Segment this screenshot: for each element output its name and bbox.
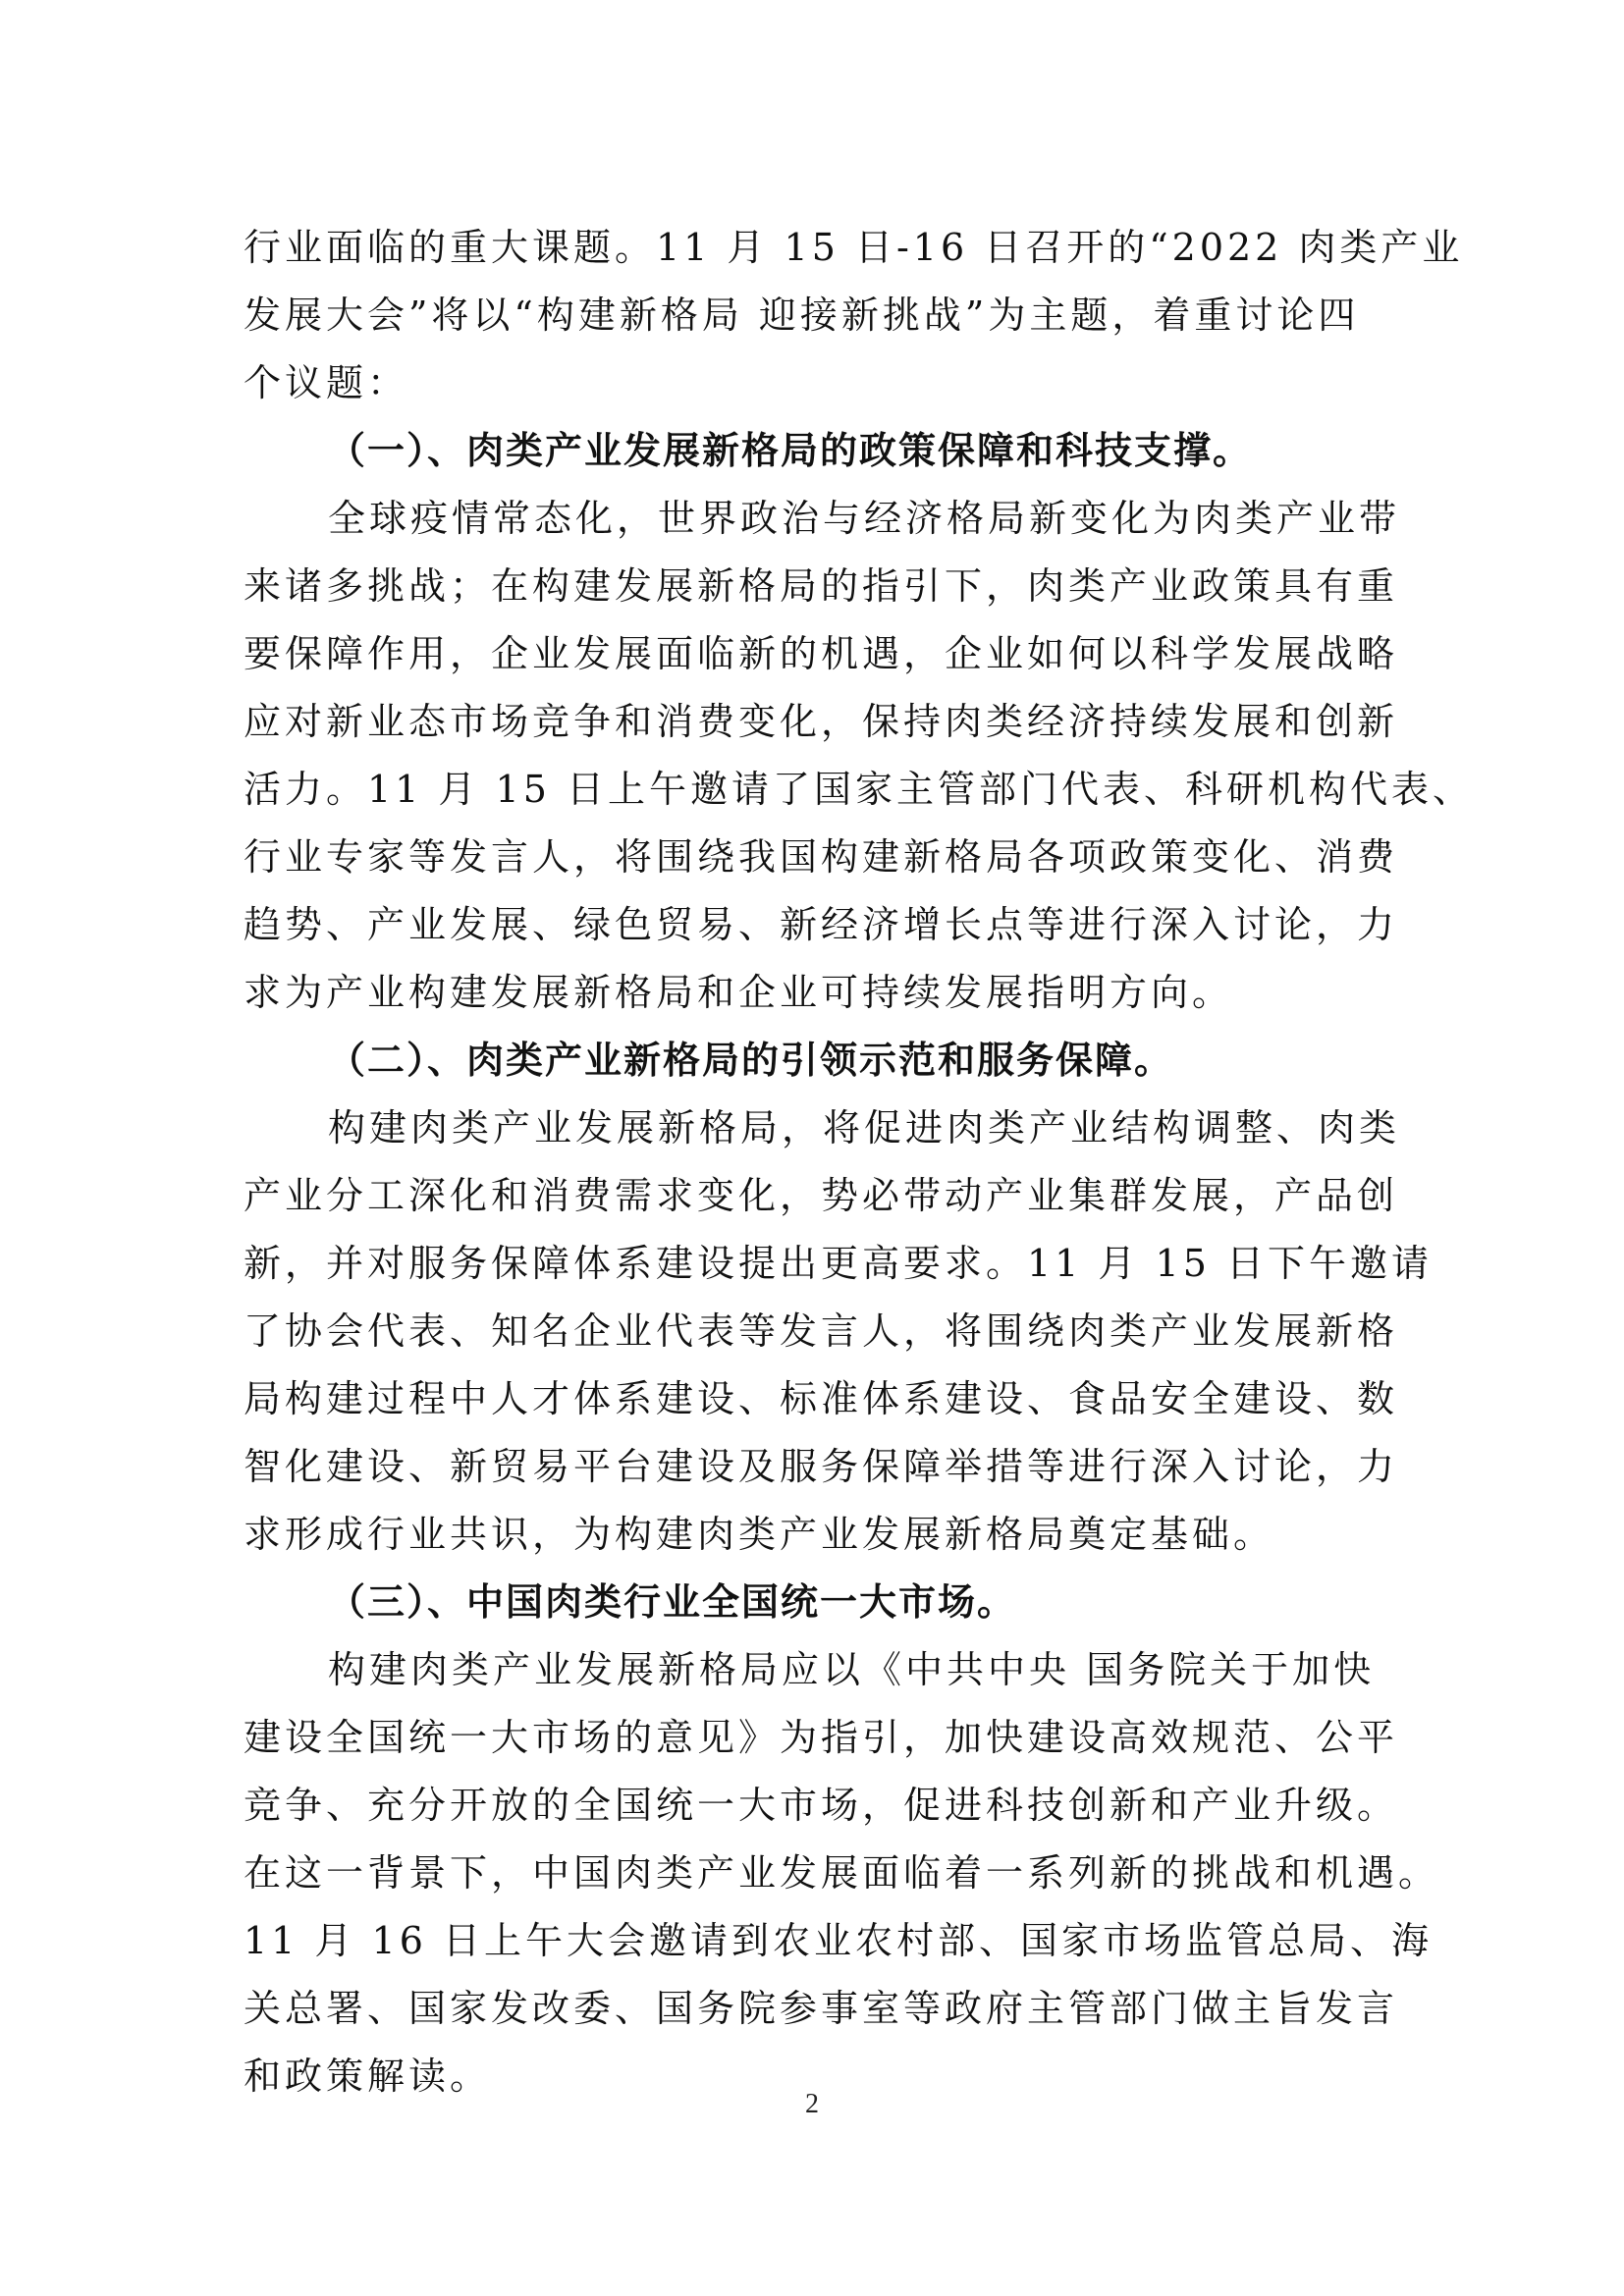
text-line: 行业面临的重大课题。11 月 15 日-16 日召开的“2022 肉类产业 <box>244 226 1464 269</box>
text-line: 和政策解读。 <box>244 2055 492 2098</box>
text-line: 了协会代表、知名企业代表等发言人，将围绕肉类产业发展新格 <box>244 1309 1399 1353</box>
text-line: 来诸多挑战；在构建发展新格局的指引下，肉类产业政策具有重 <box>244 564 1399 608</box>
text-line: 11 月 16 日上午大会邀请到农业农村部、国家市场监管总局、海 <box>244 1919 1433 1962</box>
section-heading-3: （三）、中国肉类行业全国统一大市场。 <box>328 1580 1017 1624</box>
text-line: 关总署、国家发改委、国务院参事室等政府主管部门做主旨发言 <box>244 1987 1399 2030</box>
text-line: 求为产业构建发展新格局和企业可持续发展指明方向。 <box>244 971 1234 1014</box>
text-line: 活力。11 月 15 日上午邀请了国家主管部门代表、科研机构代表、 <box>244 768 1474 811</box>
text-line: 局构建过程中人才体系建设、标准体系建设、食品安全建设、数 <box>244 1377 1399 1420</box>
text-line: 趋势、产业发展、绿色贸易、新经济增长点等进行深入讨论，力 <box>244 903 1399 946</box>
page-number: 2 <box>805 2089 819 2119</box>
text-line: 竞争、充分开放的全国统一大市场，促进科技创新和产业升级。 <box>244 1784 1399 1827</box>
section-heading-2: （二）、肉类产业新格局的引领示范和服务保障。 <box>328 1039 1174 1082</box>
text-line: 要保障作用，企业发展面临新的机遇，企业如何以科学发展战略 <box>244 632 1399 675</box>
text-line: 求形成行业共识，为构建肉类产业发展新格局奠定基础。 <box>244 1513 1275 1556</box>
text-line: 应对新业态市场竞争和消费变化，保持肉类经济持续发展和创新 <box>244 700 1399 743</box>
text-line: 产业分工深化和消费需求变化，势必带动产业集群发展，产品创 <box>244 1174 1399 1217</box>
text-line: 建设全国统一大市场的意见》为指引，加快建设高效规范、公平 <box>244 1716 1399 1759</box>
text-line: 新，并对服务保障体系建设提出更高要求。11 月 15 日下午邀请 <box>244 1242 1433 1285</box>
text-line: 智化建设、新贸易平台建设及服务保障举措等进行深入讨论，力 <box>244 1445 1399 1488</box>
text-line: 在这一背景下，中国肉类产业发展面临着一系列新的挑战和机遇。 <box>244 1851 1440 1895</box>
section-heading-1: （一）、肉类产业发展新格局的政策保障和科技支撑。 <box>328 429 1253 472</box>
paragraph-first-line: 全球疫情常态化，世界政治与经济格局新变化为肉类产业带 <box>328 497 1401 540</box>
document-body <box>244 214 1474 2110</box>
text-line: 发展大会”将以“构建新格局 迎接新挑战”为主题，着重讨论四 <box>244 294 1360 337</box>
paragraph-first-line: 构建肉类产业发展新格局应以《中共中央 国务院关于加快 <box>328 1648 1376 1691</box>
text-line: 行业专家等发言人，将围绕我国构建新格局各项政策变化、消费 <box>244 835 1399 879</box>
text-line: 个议题： <box>244 361 409 404</box>
paragraph-first-line: 构建肉类产业发展新格局，将促进肉类产业结构调整、肉类 <box>328 1106 1401 1149</box>
